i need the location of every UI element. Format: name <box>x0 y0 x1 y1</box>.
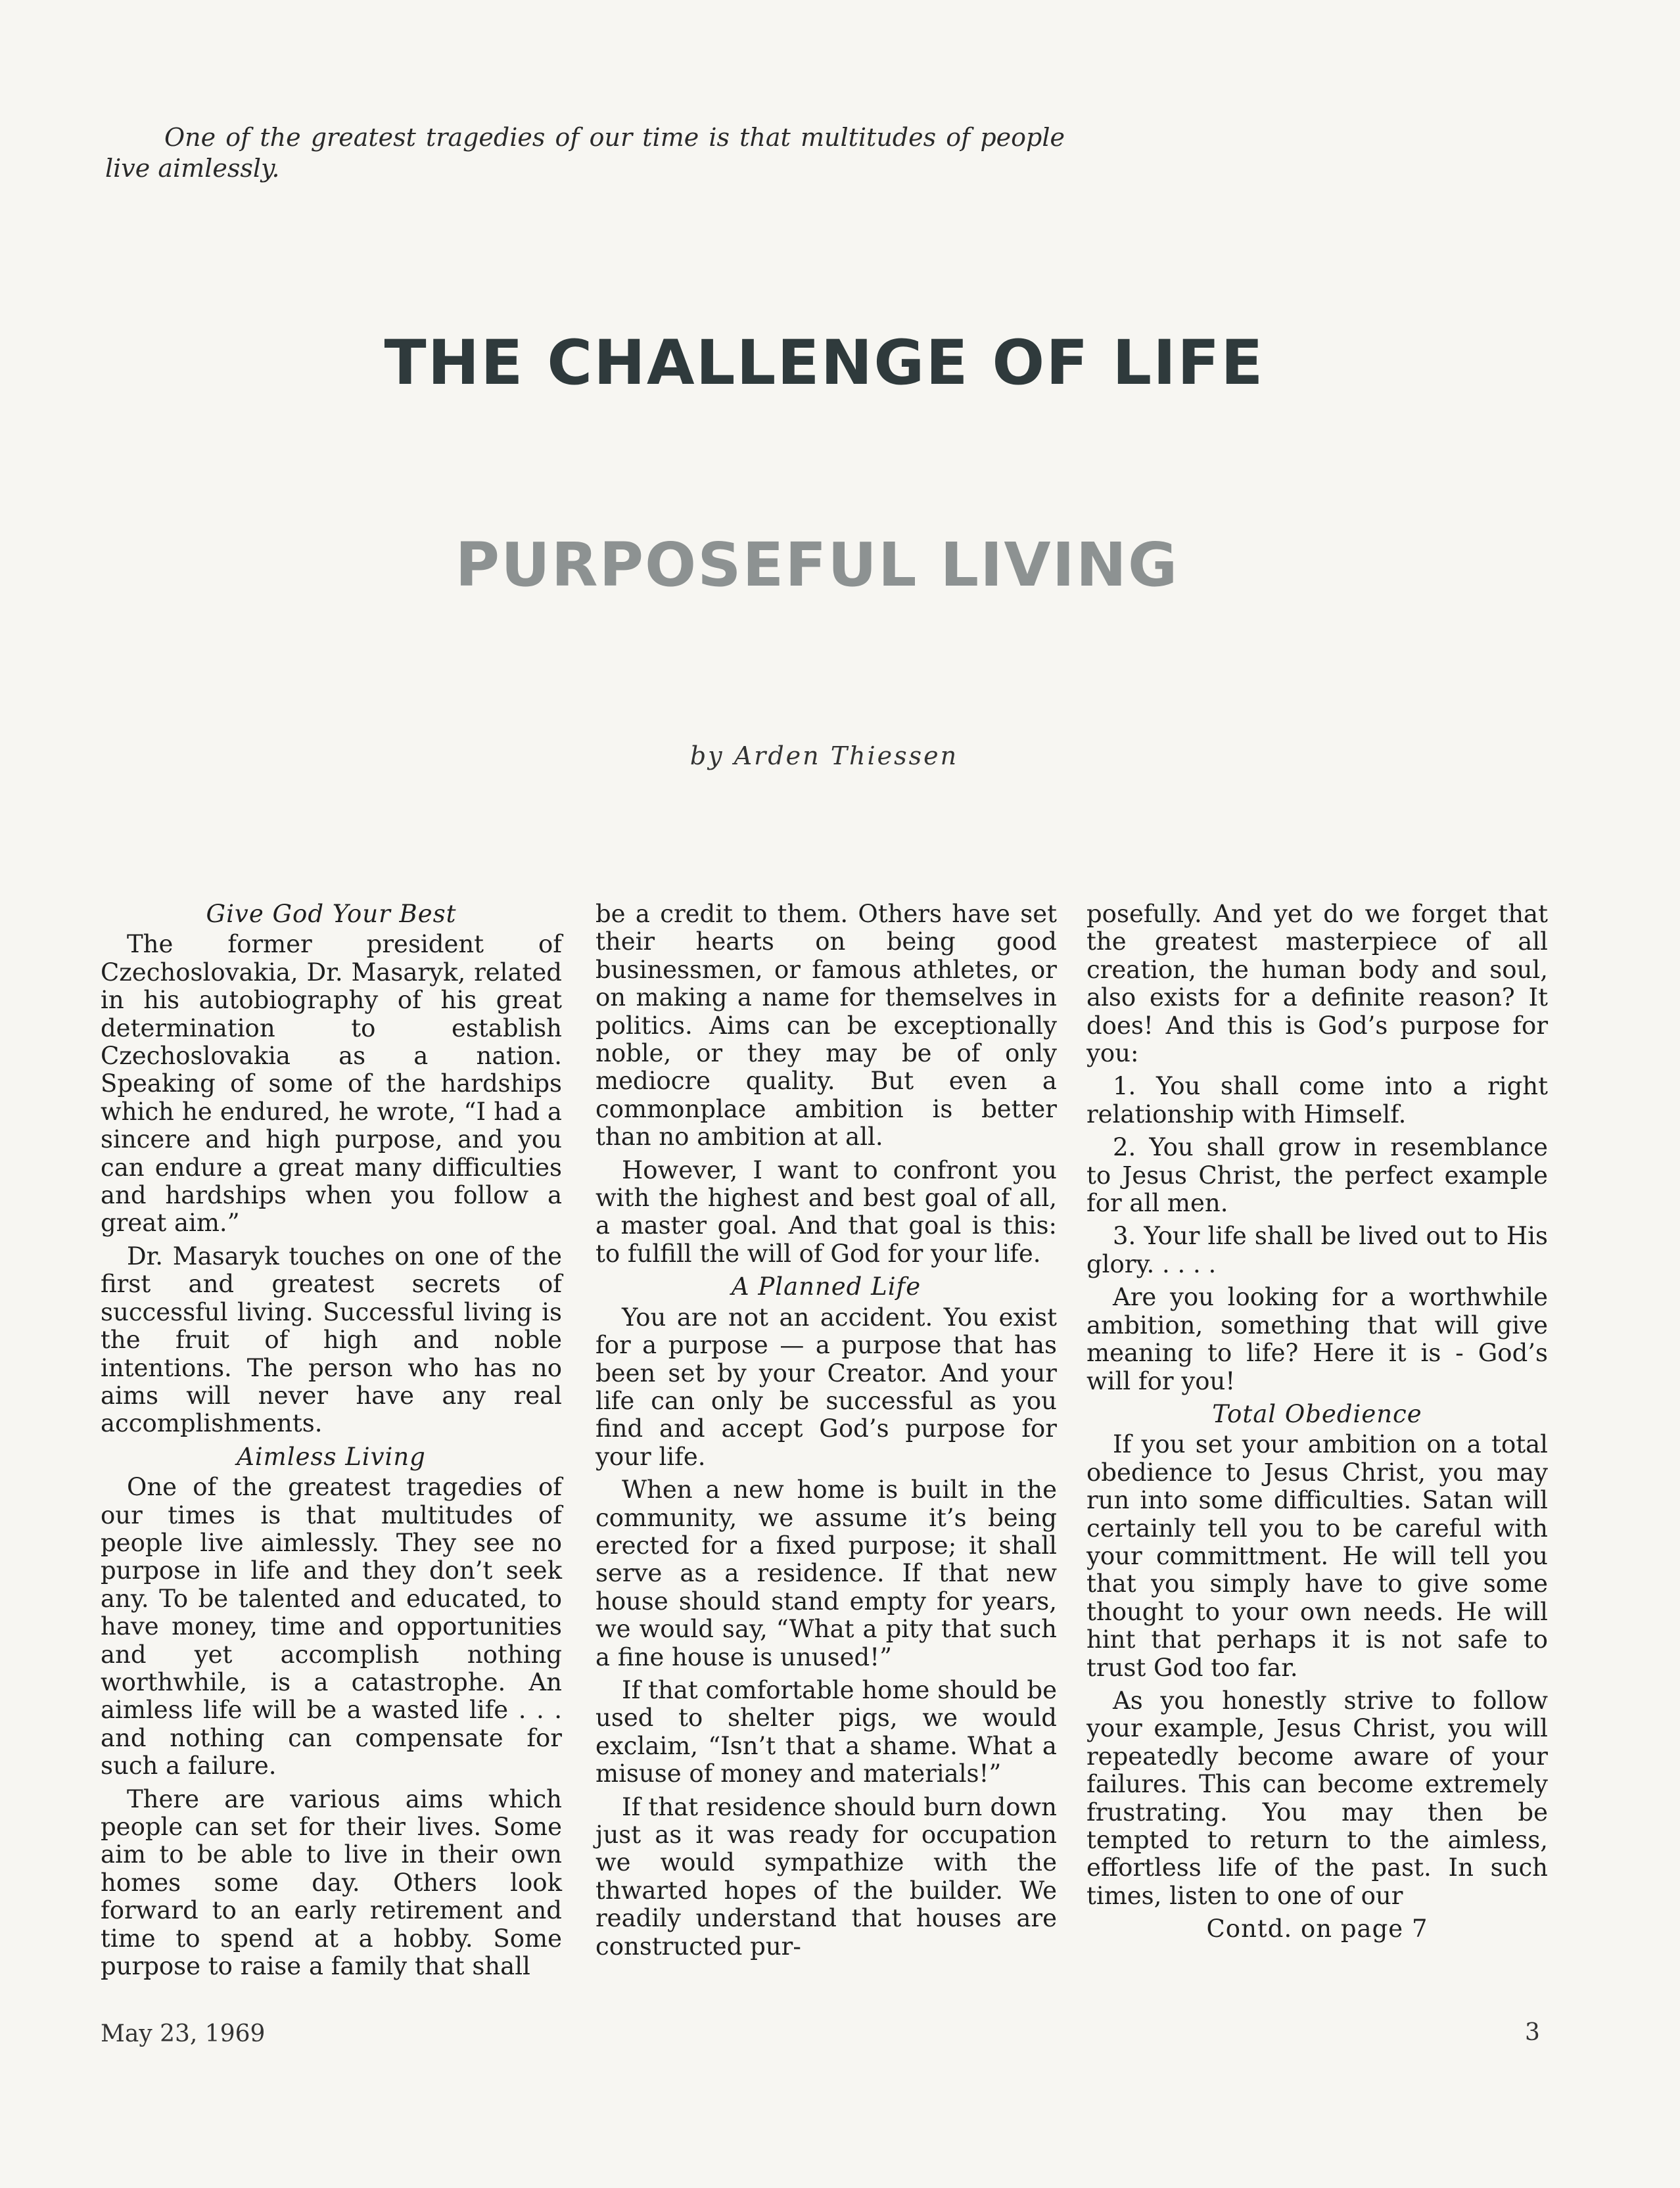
paragraph: If that residence should burn down just as it was ready for occupation we would sympathize with the thwarted hopes of the builder. We readily understand that houses are constructed pur- <box>595 1792 1057 1961</box>
byline: by Arden Thiessen <box>689 741 959 770</box>
text-column-2 <box>595 900 1057 1966</box>
paragraph: Dr. Masaryk touches on one of the first and greatest secrets of successful living. Successful living is the fruit of high and noble intentions. The person who has no aims will never have any real accomplishments. <box>101 1242 562 1438</box>
section-heading-a-planned-life: A Planned Life <box>731 1272 922 1301</box>
paragraph: There are various aims which people can set for their lives. Some aim to be able to live in their own homes some day. Others look forward to an early retirement and time to spend at a hobby. Some purpose to raise a family that shall <box>101 1784 562 1981</box>
section-heading-total-obedience: Total Obedience <box>1212 1399 1422 1428</box>
paragraph: The former president of Czechoslovakia, Dr. Masaryk, related in his autobiography of his great determination to establish Czechoslovakia as a nation. Speaking of some of the hardships which he endured, he wrote, “I had a sincere and high purpose, and you can endure a great many difficulties and hardships when you follow a great aim.” <box>101 930 562 1238</box>
numbered-item: 3. Your life shall be lived out to His glory. . . . . <box>1086 1222 1548 1278</box>
section-heading-give-god-your-best: Give God Your Best <box>206 900 457 928</box>
numbered-item: 1. You shall come into a right relationship with Himself. <box>1086 1072 1548 1129</box>
article-subtitle: PURPOSEFUL LIVING <box>455 530 1179 600</box>
paragraph: You are not an accident. You exist for a purpose — a purpose that has been set by your Creator. And your life can only be successful as you find and accept God’s purpose for your life. <box>595 1303 1057 1471</box>
paragraph: be a credit to them. Others have set their hearts on being good businessmen, or famous athletes, or on making a name for themselves in politics. Aims can be exceptionally noble, or they may be of only mediocre quality. But even a commonplace ambition is better than no ambition at all. <box>595 900 1057 1152</box>
paragraph: If you set your ambition on a total obedience to Jesus Christ, you may run into some difficulties. Satan will certainly tell you to be careful with your committment. He will tell you that you simply have to give some thought to your own needs. He will hint that perhaps it is not safe to trust God too far. <box>1086 1430 1548 1682</box>
pull-quote: One of the greatest tragedies of our time is that multitudes of people live aimlessly. <box>105 123 1065 183</box>
paragraph: However, I want to confront you with the highest and best goal of all, a master goal. And that goal is this: to fulfill the will of God for your life. <box>595 1155 1057 1268</box>
paragraph: When a new home is built in the community, we assume it’s being erected for a fixed purpose; it shall serve as a residence. If that new house should stand empty for years, we would say, “What a pity that such a fine house is unused!” <box>595 1476 1057 1671</box>
page-number: 3 <box>1525 2019 1540 2046</box>
paragraph: If that comfortable home should be used to shelter pigs, we would exclaim, “Isn’t that a shame. What a misuse of money and materials!” <box>595 1675 1057 1788</box>
section-heading-aimless-living: Aimless Living <box>237 1442 426 1471</box>
continued-note: Contd. on page 7 <box>1206 1915 1428 1944</box>
issue-date: May 23, 1969 <box>101 2020 266 2047</box>
text-column-3 <box>1086 900 1548 1949</box>
paragraph: posefully. And yet do we forget that the greatest masterpiece of all creation, the human body and soul, also exists for a definite reason? It does! And this is God’s purpose for you: <box>1086 900 1548 1068</box>
paragraph: As you honestly strive to follow your example, Jesus Christ, you will repeatedly become aware of your failures. This can become extremely frustrating. You may then be tempted to return to the aimless, effortless life of the past. In such times, listen to one of our <box>1086 1686 1548 1910</box>
numbered-item: 2. You shall grow in resemblance to Jesus Christ, the perfect example for all men. <box>1086 1133 1548 1218</box>
paragraph: One of the greatest tragedies of our times is that multitudes of people live aimlessly. They see no purpose in life and they don’t seek any. To be talented and educated, to have money, time and opportunities and yet accomplish nothing worthwhile, is a catastrophe. An aimless life will be a wasted life . . . and nothing can compensate for such a failure. <box>101 1473 562 1781</box>
paragraph: Are you looking for a worthwhile ambition, something that will give meaning to life? Here it is - God’s will for you! <box>1086 1283 1548 1395</box>
text-column-1 <box>101 900 562 1986</box>
article-title: THE CHALLENGE OF LIFE <box>384 327 1265 399</box>
